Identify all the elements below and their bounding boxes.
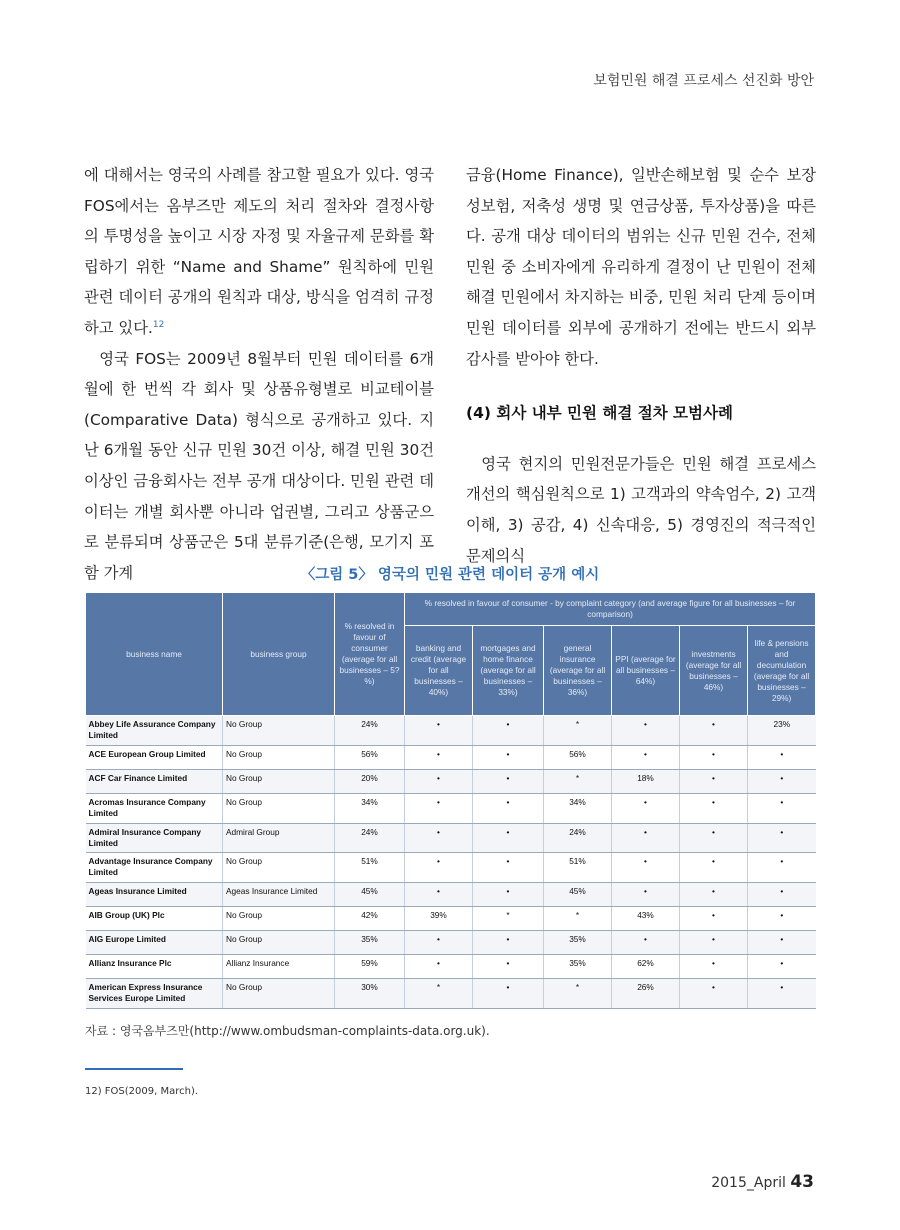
cell-mortgages: • — [473, 979, 544, 1009]
cell-business-group: No Group — [223, 746, 335, 770]
cell-general-insurance: 24% — [544, 824, 612, 853]
cell-banking: • — [405, 853, 473, 883]
table-row — [86, 770, 816, 794]
cell-investments: • — [680, 770, 748, 794]
cell-resolved: 34% — [335, 794, 405, 824]
page-footer — [711, 1172, 814, 1192]
table-row — [86, 746, 816, 770]
cell-business-name: AIB Group (UK) Plc — [86, 907, 223, 931]
cell-business-name: ACE European Group Limited — [86, 746, 223, 770]
header-category-banking: banking and credit (average for all businesses – 40%) — [405, 626, 473, 716]
running-header: 보험민원 해결 프로세스 선진화 방안 — [593, 73, 814, 89]
header-category-investments: investments (average for all businesses – 46%) — [680, 626, 748, 716]
cell-resolved: 45% — [335, 883, 405, 907]
header-category-ppi: PPI (average for all businesses – 64%) — [612, 626, 680, 716]
cell-business-group: Allianz Insurance — [223, 955, 335, 979]
figure-source: 자료 : 영국옴부즈만(http://www.ombudsman-complaints-data.org.uk). — [85, 1024, 490, 1038]
cell-general-insurance: 56% — [544, 746, 612, 770]
footnote: 12) FOS(2009, March). — [85, 1086, 199, 1097]
cell-investments: • — [680, 794, 748, 824]
cell-investments: • — [680, 824, 748, 853]
header-category-general-insurance: general insurance (average for all businesses – 36%) — [544, 626, 612, 716]
body-paragraph: 영국 FOS는 2009년 8월부터 민원 데이터를 6개월에 한 번씩 각 회사 및 상품유형별로 비교테이블(Comparative Data) 형식으로 공개하고 있다. 지난 6개월 동안 신규 민원 30건 이상, 해결 민원 30건 이상인 금융회사는 전부 공개 대상이다. 민원 관련 데이터는 개별 회사뿐 아니라 업권별, 그리고 상품군으로 분류되며 상품군은 5대 분류기준(은행, 모기지 포함 가계 — [84, 349, 434, 582]
cell-investments: • — [680, 907, 748, 931]
cell-ppi: • — [612, 883, 680, 907]
cell-banking: • — [405, 794, 473, 824]
header-category-life-pensions: life & pensions and decumulation (average for all businesses – 29%) — [748, 626, 816, 716]
cell-mortgages: • — [473, 931, 544, 955]
cell-resolved: 30% — [335, 979, 405, 1009]
cell-business-name: Ageas Insurance Limited — [86, 883, 223, 907]
footnote-divider — [85, 1068, 183, 1070]
cell-business-group: No Group — [223, 931, 335, 955]
cell-banking: • — [405, 955, 473, 979]
body-paragraph: 금융(Home Finance), 일반손해보험 및 순수 보장성보험, 저축성 생명 및 연금상품, 투자상품)을 따른다. 공개 대상 데이터의 범위는 신규 민원 건수, 전체 민원 중 소비자에게 유리하게 결정이 난 민원이 전체 해결 민원에서 차지하는 비중, 민원 처리 단계 등이며 민원 데이터를 외부에 공개하기 전에는 반드시 외부감사를 받아야 한다. — [466, 166, 816, 368]
cell-ppi: 26% — [612, 979, 680, 1009]
body-paragraph: 영국 현지의 민원전문가들은 민원 해결 프로세스 개선의 핵심원칙으로 1) 고객과의 약속엄수, 2) 고객이해, 3) 공감, 4) 신속대응, 5) 경영진의 적극적인 문제의식 — [466, 454, 816, 565]
cell-business-group: No Group — [223, 907, 335, 931]
cell-banking: • — [405, 824, 473, 853]
table-row — [86, 883, 816, 907]
cell-business-name: Advantage Insurance Company Limited — [86, 853, 223, 883]
cell-investments: • — [680, 979, 748, 1009]
cell-banking: • — [405, 746, 473, 770]
cell-mortgages: • — [473, 770, 544, 794]
cell-ppi: • — [612, 746, 680, 770]
header-business-name: business name — [86, 593, 223, 716]
figure-caption: 〈그림 5〉 영국의 민원 관련 데이터 공개 예시 — [300, 567, 600, 583]
table-row — [86, 979, 816, 1009]
cell-ppi: 43% — [612, 907, 680, 931]
cell-mortgages: * — [473, 907, 544, 931]
cell-life-pensions: • — [748, 746, 816, 770]
cell-general-insurance: * — [544, 979, 612, 1009]
table-row — [86, 794, 816, 824]
cell-banking: • — [405, 716, 473, 746]
cell-mortgages: • — [473, 955, 544, 979]
cell-life-pensions: • — [748, 824, 816, 853]
footnote-reference[interactable]: 12 — [152, 319, 165, 330]
cell-business-name: American Express Insurance Services Europe Limited — [86, 979, 223, 1009]
cell-investments: • — [680, 716, 748, 746]
cell-investments: • — [680, 955, 748, 979]
body-left-column — [84, 160, 434, 588]
table-body — [86, 716, 816, 1009]
cell-investments: • — [680, 853, 748, 883]
cell-life-pensions: • — [748, 979, 816, 1009]
cell-business-name: Acromas Insurance Company Limited — [86, 794, 223, 824]
cell-business-group: No Group — [223, 716, 335, 746]
cell-resolved: 51% — [335, 853, 405, 883]
header-business-group: business group — [223, 593, 335, 716]
cell-general-insurance: 35% — [544, 931, 612, 955]
cell-life-pensions: 23% — [748, 716, 816, 746]
cell-general-insurance: 51% — [544, 853, 612, 883]
cell-life-pensions: • — [748, 853, 816, 883]
table-row — [86, 716, 816, 746]
cell-ppi: • — [612, 824, 680, 853]
cell-resolved: 59% — [335, 955, 405, 979]
cell-investments: • — [680, 931, 748, 955]
cell-general-insurance: 34% — [544, 794, 612, 824]
cell-resolved: 56% — [335, 746, 405, 770]
cell-mortgages: • — [473, 794, 544, 824]
table-row — [86, 824, 816, 853]
section-heading: (4) 회사 내부 민원 해결 절차 모범사례 — [466, 404, 733, 423]
body-right-column — [466, 160, 816, 571]
table-row — [86, 907, 816, 931]
cell-resolved: 35% — [335, 931, 405, 955]
cell-mortgages: • — [473, 824, 544, 853]
cell-mortgages: • — [473, 853, 544, 883]
header-resolved: % resolved in favour of consumer (average for all businesses – 5?%) — [335, 593, 405, 716]
table-row — [86, 931, 816, 955]
cell-business-group: No Group — [223, 979, 335, 1009]
cell-mortgages: • — [473, 746, 544, 770]
cell-ppi: • — [612, 853, 680, 883]
cell-business-name: Abbey Life Assurance Company Limited — [86, 716, 223, 746]
cell-general-insurance: 35% — [544, 955, 612, 979]
cell-banking: • — [405, 883, 473, 907]
cell-resolved: 24% — [335, 824, 405, 853]
cell-investments: • — [680, 746, 748, 770]
page-number: 43 — [790, 1172, 814, 1192]
header-category-group: % resolved in favour of consumer - by complaint category (and average figure for all businesses – for comparison) — [405, 593, 816, 626]
cell-business-group: No Group — [223, 794, 335, 824]
cell-ppi: 62% — [612, 955, 680, 979]
cell-ppi: 18% — [612, 770, 680, 794]
cell-business-group: No Group — [223, 770, 335, 794]
cell-life-pensions: • — [748, 955, 816, 979]
cell-banking: * — [405, 979, 473, 1009]
cell-resolved: 42% — [335, 907, 405, 931]
cell-business-name: Admiral Insurance Company Limited — [86, 824, 223, 853]
table-row — [86, 955, 816, 979]
cell-ppi: • — [612, 794, 680, 824]
header-category-mortgages: mortgages and home finance (average for all businesses – 33%) — [473, 626, 544, 716]
issue-label: 2015_April — [711, 1175, 786, 1191]
cell-business-name: AIG Europe Limited — [86, 931, 223, 955]
cell-general-insurance: * — [544, 907, 612, 931]
cell-banking: 39% — [405, 907, 473, 931]
cell-banking: • — [405, 931, 473, 955]
cell-business-name: ACF Car Finance Limited — [86, 770, 223, 794]
cell-mortgages: • — [473, 883, 544, 907]
cell-life-pensions: • — [748, 794, 816, 824]
cell-ppi: • — [612, 931, 680, 955]
cell-business-group: No Group — [223, 853, 335, 883]
cell-ppi: • — [612, 716, 680, 746]
cell-business-group: Ageas Insurance Limited — [223, 883, 335, 907]
cell-business-group: Admiral Group — [223, 824, 335, 853]
body-paragraph: 에 대해서는 영국의 사례를 참고할 필요가 있다. 영국 FOS에서는 옴부즈만 제도의 처리 절차와 결정사항의 투명성을 높이고 시장 자정 및 자율규제 문화를 확립하기 위한 “Name and Shame” 원칙하에 민원 관련 데이터 공개의 원칙과 대상, 방식을 엄격히 규정하고 있다.$^{12}$ — [84, 166, 434, 337]
cell-life-pensions: • — [748, 770, 816, 794]
cell-life-pensions: • — [748, 883, 816, 907]
cell-investments: • — [680, 883, 748, 907]
cell-business-name: Allianz Insurance Plc — [86, 955, 223, 979]
cell-mortgages: • — [473, 716, 544, 746]
cell-resolved: 20% — [335, 770, 405, 794]
table-row — [86, 853, 816, 883]
complaints-data-table — [85, 592, 816, 1009]
cell-general-insurance: * — [544, 770, 612, 794]
cell-general-insurance: * — [544, 716, 612, 746]
cell-resolved: 24% — [335, 716, 405, 746]
cell-banking: • — [405, 770, 473, 794]
cell-general-insurance: 45% — [544, 883, 612, 907]
cell-life-pensions: • — [748, 907, 816, 931]
cell-life-pensions: • — [748, 931, 816, 955]
